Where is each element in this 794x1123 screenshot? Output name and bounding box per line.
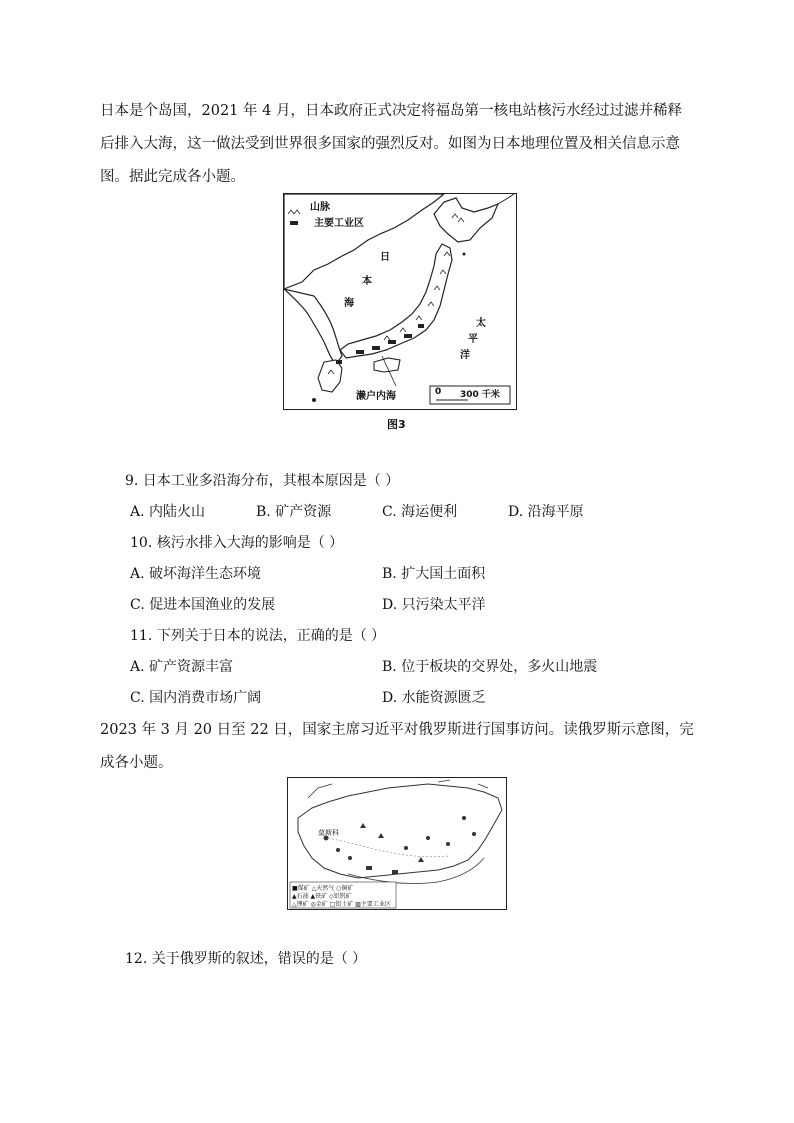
- legend-mountain-label: 山脉: [310, 202, 330, 213]
- q11-option-a: A. 矿产资源丰富: [130, 659, 234, 675]
- figure-caption: 图3: [387, 418, 406, 431]
- question-9: 9. 日本工业多沿海分布，其根本原因是（ ）: [125, 473, 400, 489]
- q11-option-c: C. 国内消费市场广阔: [130, 690, 262, 706]
- map2-legend-row-3: △锂矿 ◎金矿 □铝土矿 ▨主要工业区: [292, 901, 391, 908]
- q10-option-c: C. 促进本国渔业的发展: [130, 597, 276, 613]
- q9-option-b: B. 矿产资源: [256, 504, 332, 520]
- scale-value-label: 300 千米: [460, 390, 500, 400]
- intro-paragraph-russia: 2023 年 3 月 20 日至 22 日，国家主席习近平对俄罗斯进行国事访问。读俄罗斯示意图，完成各小题。: [100, 722, 694, 771]
- q10-option-b: B. 扩大国土面积: [382, 566, 486, 582]
- sea-of-japan-label-3: 海: [344, 298, 354, 309]
- pacific-label-3: 洋: [460, 350, 470, 361]
- sea-of-japan-label-2: 本: [362, 276, 372, 287]
- q11-option-d: D. 水能资源匮乏: [382, 690, 486, 706]
- legend-industry-label: 主要工业区: [314, 218, 364, 229]
- sea-of-japan-label-1: 日: [380, 252, 390, 263]
- inland-sea-label: 濑户内海: [356, 391, 396, 402]
- map2-legend-row-1: ■煤矿 △天然气 ○铜矿: [292, 885, 354, 892]
- moscow-label: 莫斯科: [318, 829, 339, 837]
- q9-option-a: A. 内陆火山: [130, 504, 206, 520]
- q11-option-b: B. 位于板块的交界处，多火山地震: [382, 659, 598, 675]
- question-10: 10. 核污水排入大海的影响是（ ）: [130, 535, 344, 551]
- q10-option-a: A. 破坏海洋生态环境: [130, 566, 262, 582]
- russia-map: [287, 777, 507, 910]
- pacific-label-2: 平: [468, 334, 478, 345]
- q10-option-d: D. 只污染太平洋: [382, 597, 486, 613]
- japan-map: [283, 193, 517, 410]
- scale-zero-label: 0: [435, 387, 442, 397]
- map2-legend-row-2: ▲石油 ▲铁矿 ◇铝钒矿: [292, 893, 352, 900]
- intro-paragraph-japan: 日本是个岛国，2021 年 4 月，日本政府正式决定将福岛第一核电站核污水经过过滤并稀释后排入大海，这一做法受到世界很多国家的强烈反对。如图为日本地理位置及相关信息示意图。据此完成各小题。: [100, 103, 682, 185]
- pacific-label-1: 太: [476, 318, 486, 329]
- question-12: 12. 关于俄罗斯的叙述，错误的是（ ）: [125, 951, 367, 967]
- q9-option-c: C. 海运便利: [382, 504, 458, 520]
- q9-option-d: D. 沿海平原: [508, 504, 584, 520]
- question-11: 11. 下列关于日本的说法，正确的是（ ）: [130, 628, 386, 644]
